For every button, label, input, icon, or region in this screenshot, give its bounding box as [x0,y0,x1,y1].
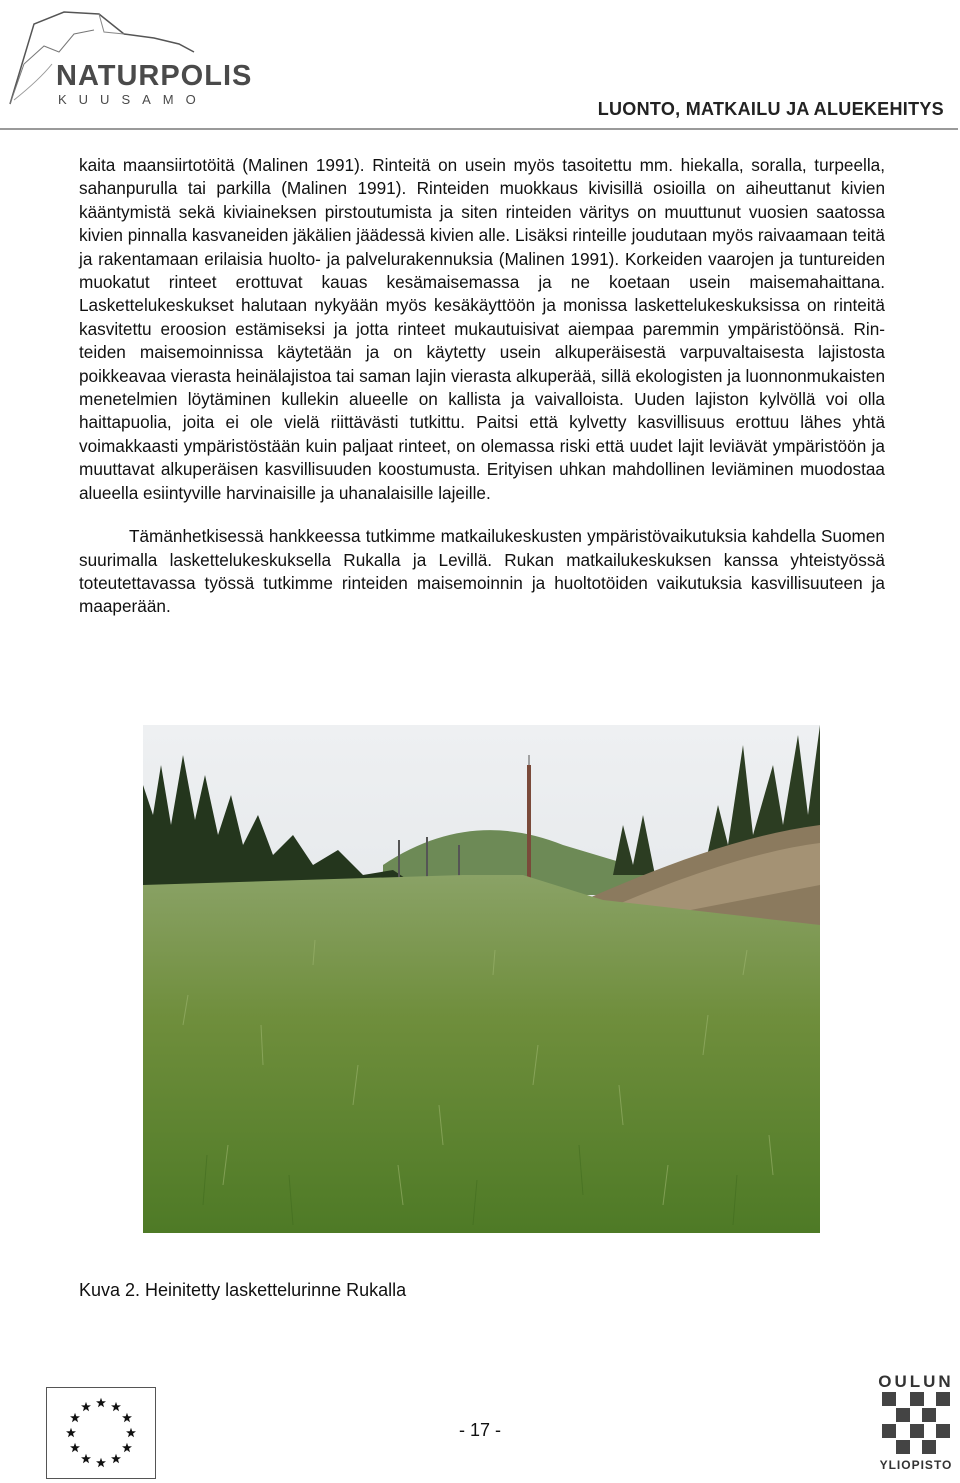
naturpolis-logo [4,4,253,114]
eu-star-icon [81,1454,91,1463]
page-header [0,0,960,135]
university-of-oulu-logo [876,1372,956,1476]
eu-star-icon [81,1402,91,1411]
paragraph-2: Tämänhetkisessä hankkeessa tutkimme matkailukeskusten ympäristövaikutuksia kahdella Suomen suurimalla laskettelukeskuksella Rukalla ja Levillä. Rukan matkailukeskuksen kanssa yhteistyössä toteutettavassa työssä tutkimme rinteiden maisemoinnin ja huoltotöiden vaikutuksia kasvillisuuteen ja maaperään. [79,526,885,617]
university-name-top: OULUN [878,1372,954,1391]
figure-caption: Kuva 2. Heinitetty laskettelurinne Rukalla [79,1280,407,1300]
header-title: LUONTO, MATKAILU JA ALUEKEHITYS [597,99,944,119]
eu-star-icon [96,1458,106,1467]
body-text [79,154,885,619]
header-divider [0,128,958,130]
ski-slope-photo [143,725,820,1233]
university-name-bottom: YLIOPISTO [879,1458,953,1472]
page-number: - 17 - [458,1420,501,1440]
eu-star-icon [111,1402,121,1411]
meadow-slope-image [143,725,820,1233]
eu-star-icon [111,1454,121,1463]
paragraph-1: kaita maansiirtotöitä (Malinen 1991). Rinteitä on usein myös tasoitettu mm. hiekalla, soralla, turpeella, sahanpurulla tai parkilla (Malinen 1991). Rinteiden muokkaus kivisillä osioilla on aiheuttanut kivien kääntymistä sekä kiviaineksen pirstoutumista ja siten rinteiden väritys on muuttunut vuosien saatossa kivien pinnalla kasvaneiden jäkälien jäädessä kivien alle. Lisäksi rinteille joudutaan myös raivaamaan teitä ja rakentamaan erilaisia huolto- ja palvelurakennuksia (Malinen 1991). Korkeiden vaarojen ja tuntureiden muokatut rinteet erottuvat kauas kesämaisemassa ja ne koetaan usein maisemahaittana. Laskettelukeskukset halutaan nykyään myös kesäkäyttöön ja monissa laskettelukeskuksissa on rinteitä kasvitettu eroosion estämiseksi ja jotta rinteet mukautuisivat aiempaa paremmin ympäristöönsä. Rinteiden maisemoinnissa käytetään ja on käytetty usein alkuperäisestä varpuvaltaisesta lajistosta poikkeavaa vierasta heinälajistoa tai saman lajin vierasta alkuperää, sillä ekologisten ja luonnonmukaisten menetelmien löytäminen kullekin alueelle on kallista ja vaivalloista. Uuden lajiston kylvöllä voi olla haittapuolia, joita ei ole vielä riittävästi tutkittu. Paitsi että kylvetty kasvillisuus erottuu lähes yhtä voimakkaasti ympäristöstään kuin paljaat rinteet, on olemassa riski että uudet lajit leviävät ympäristöön ja muuttavat alkuperäisen kasvillisuuden koostumusta. Erityisen uhkan mahdollinen leviäminen muodostaa alueella esiintyville harvinaisille ja uhanalaisille lajeille. [79,155,885,503]
eu-star-icon [96,1398,106,1407]
oulu-emblem-icon [882,1392,950,1456]
eu-star-icon [122,1443,132,1452]
logo-name: NATURPOLIS [56,60,253,92]
eu-star-icon [70,1443,80,1452]
logo-subtitle: KUUSAMO [58,92,208,107]
